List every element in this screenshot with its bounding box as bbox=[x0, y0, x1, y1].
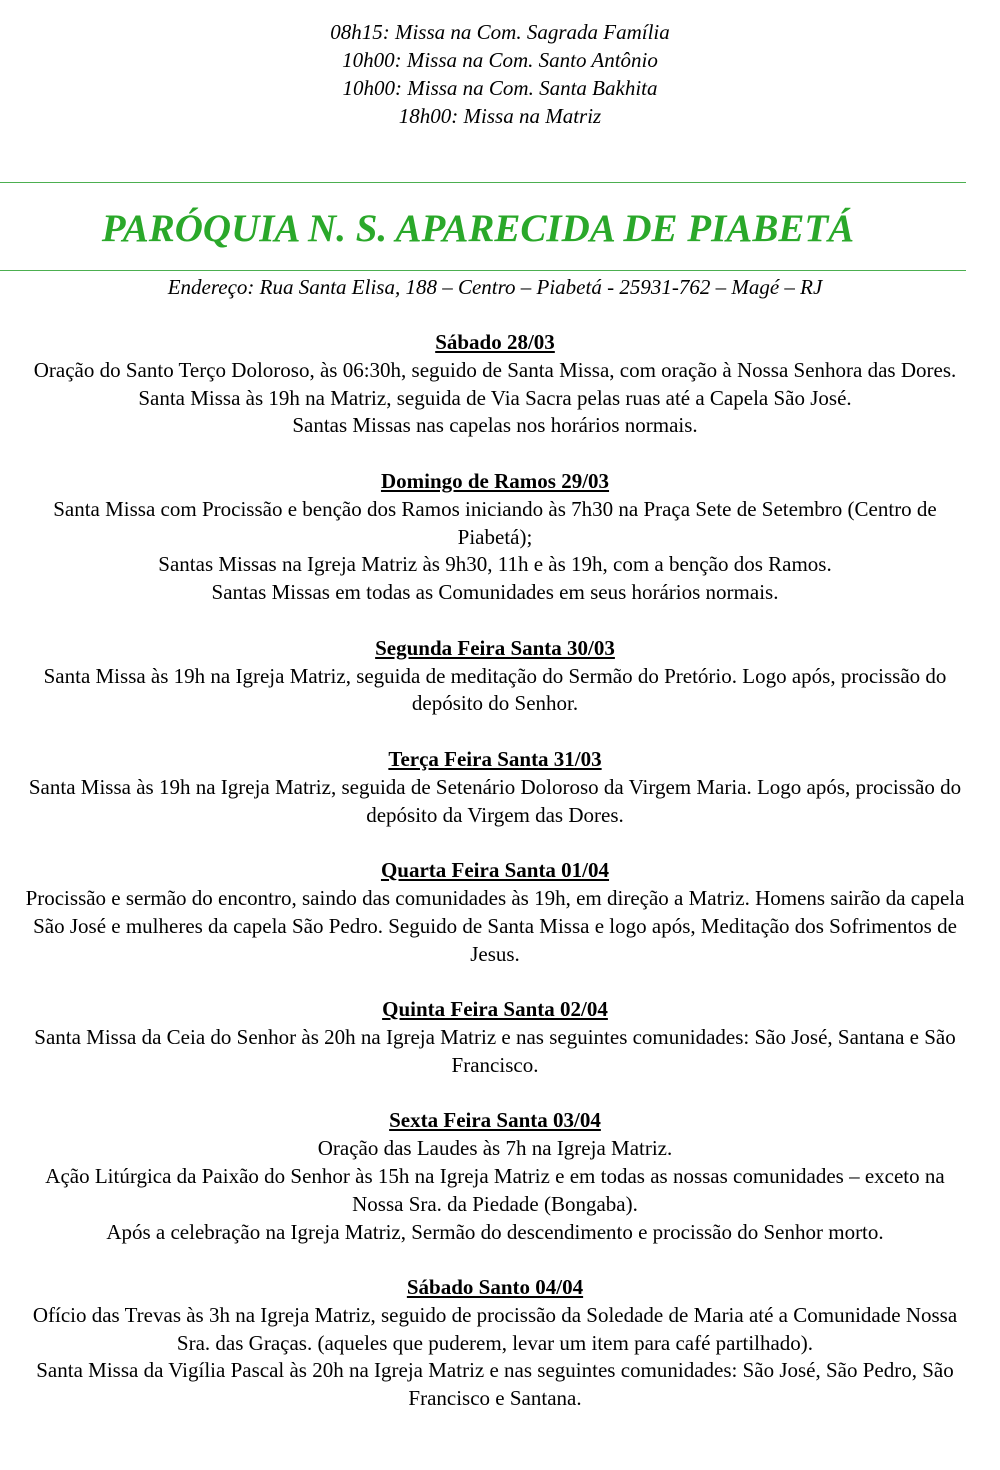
day-description: Santa Missa da Ceia do Senhor às 20h na Igreja Matriz e nas seguintes comunidades: São José, Santana e São Francisco. bbox=[34, 1024, 956, 1077]
day-description: Após a celebração na Igreja Matriz, Sermão do descendimento e procissão do Senhor morto. bbox=[106, 1219, 884, 1244]
mass-time-line: 10h00: Missa na Com. Santo Antônio bbox=[342, 48, 658, 72]
day-section bbox=[20, 329, 970, 440]
day-description: Santa Missa às 19h na Igreja Matriz, seguida de Setenário Doloroso da Virgem Maria. Logo após, procissão do depósito da Virgem das Dores. bbox=[28, 774, 962, 827]
day-title: Segunda Feira Santa 30/03 bbox=[375, 635, 615, 660]
day-title: Quarta Feira Santa 01/04 bbox=[380, 858, 610, 883]
mass-time-line: 10h00: Missa na Com. Santa Bakhita bbox=[342, 76, 658, 100]
green-divider-top bbox=[0, 182, 966, 183]
day-description: Santa Missa da Vigília Pascal às 20h na Igreja Matriz e nas seguintes comunidades: São José, São Pedro, São Francisco e Santana. bbox=[36, 1358, 954, 1411]
day-section bbox=[20, 468, 970, 607]
day-title: Sábado Santo 04/04 bbox=[406, 1275, 584, 1300]
parish-title: PARÓQUIA N. S. APARECIDA DE PIABETÁ bbox=[101, 207, 855, 250]
day-description: Santa Missa às 19h na Igreja Matriz, seguida de meditação do Sermão do Pretório. Logo após, procissão do depósito do Senhor. bbox=[43, 663, 947, 716]
day-description: Santa Missa com Procissão e benção dos Ramos iniciando às 7h30 na Praça Sete de Setembro (Centro de Piabetá); bbox=[53, 496, 937, 549]
day-description: Santas Missas em todas as Comunidades em seus horários normais. bbox=[211, 580, 779, 605]
day-description: Oração das Laudes às 7h na Igreja Matriz. bbox=[317, 1136, 673, 1161]
day-section bbox=[20, 857, 970, 968]
parish-address: Endereço: Rua Santa Elisa, 188 – Centro – Piabetá - 25931-762 – Magé – RJ bbox=[167, 275, 823, 299]
day-description: Santas Missas nas capelas nos horários normais. bbox=[292, 413, 698, 438]
day-title: Sexta Feira Santa 03/04 bbox=[389, 1108, 601, 1133]
day-description: Santa Missa às 19h na Matriz, seguida de Via Sacra pelas ruas até a Capela São José. bbox=[138, 385, 852, 410]
day-section bbox=[20, 996, 970, 1079]
day-description: Santas Missas na Igreja Matriz às 9h30, 11h e às 19h, com a benção dos Ramos. bbox=[158, 552, 832, 577]
day-section bbox=[20, 746, 970, 829]
day-section bbox=[20, 1107, 970, 1246]
mass-time-line: 08h15: Missa na Com. Sagrada Família bbox=[330, 20, 670, 44]
day-title: Terça Feira Santa 31/03 bbox=[388, 746, 602, 771]
day-title: Sábado 28/03 bbox=[435, 330, 555, 354]
day-section bbox=[20, 1274, 970, 1413]
day-description: Procissão e sermão do encontro, saindo das comunidades às 19h, em direção a Matriz. Homens sairão da capela São José e mulheres da capela São Pedro. Seguido de Santa Missa e logo após, Meditação dos Sofrimentos de Jesus. bbox=[25, 885, 965, 966]
day-title: Domingo de Ramos 29/03 bbox=[380, 468, 610, 493]
day-description: Ofício das Trevas às 3h na Igreja Matriz, seguido de procissão da Soledade de Maria até a Comunidade Nossa Sra. das Graças. (aqueles que puderem, levar um item para café partilhado). bbox=[32, 1302, 958, 1355]
day-description: Ação Litúrgica da Paixão do Senhor às 15h na Igreja Matriz e em todas as nossas comunidades – exceto na Nossa Sra. da Piedade (Bongaba). bbox=[45, 1163, 945, 1216]
top-mass-schedule bbox=[0, 18, 1000, 130]
day-section bbox=[20, 635, 970, 718]
day-title: Quinta Feira Santa 02/04 bbox=[382, 997, 608, 1022]
holy-week-schedule bbox=[20, 329, 970, 1441]
day-description: Oração do Santo Terço Doloroso, às 06:30h, seguido de Santa Missa, com oração à Nossa Senhora das Dores. bbox=[33, 357, 957, 382]
green-divider-bottom bbox=[0, 270, 966, 271]
mass-time-line: 18h00: Missa na Matriz bbox=[398, 104, 602, 128]
